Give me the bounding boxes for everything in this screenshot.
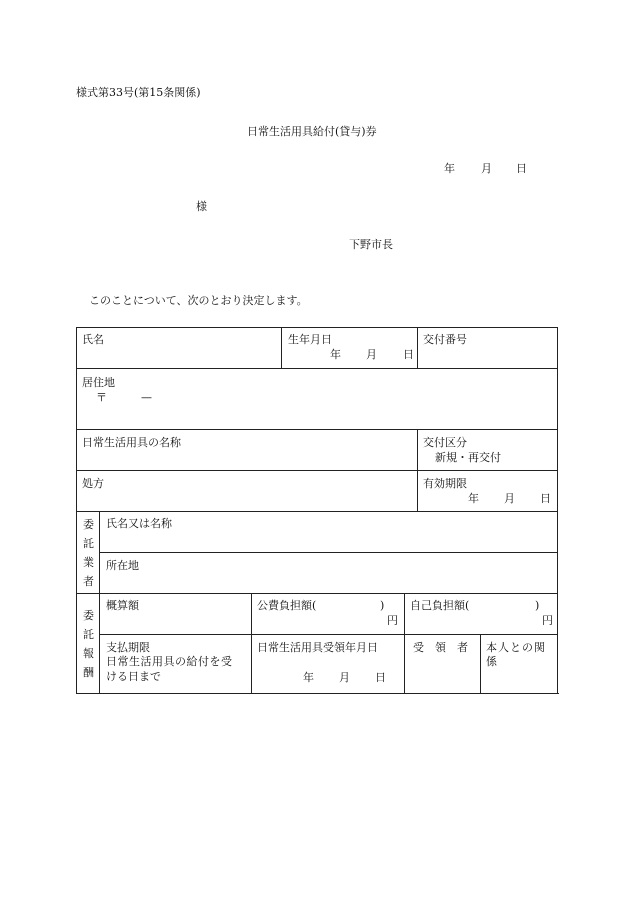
birth-year: 年 — [330, 348, 342, 361]
issue-date-day: 日 — [516, 162, 527, 175]
issue-number-cell[interactable] — [418, 328, 558, 369]
public-burden-label: 公費負担額( — [257, 599, 317, 612]
postal-dash: — — [141, 391, 152, 404]
payment-deadline-label: 支払期限 — [106, 641, 150, 654]
fee-char-1: 委 — [83, 609, 94, 622]
birth-date-label: 生年月日 — [288, 333, 333, 346]
public-burden-unit: 円 — [387, 614, 398, 627]
public-burden-close: ) — [380, 599, 385, 612]
issue-type-label: 交付区分 — [423, 436, 468, 449]
self-burden-label: 自己負担額( — [410, 599, 470, 612]
issue-type-cell[interactable] — [418, 430, 558, 471]
address-label: 居住地 — [82, 376, 115, 389]
relation-cell[interactable] — [481, 635, 558, 694]
issue-type-value: 新規・再交付 — [435, 451, 502, 464]
document-title: 日常生活用具給付(貸与)券 — [247, 125, 377, 138]
recipient-suffix: 様 — [196, 200, 207, 213]
address-cell[interactable] — [77, 369, 558, 430]
payment-deadline-text-2: ける日まで — [106, 670, 161, 683]
receiver-label: 受 領 者 — [413, 641, 469, 654]
contractor-group-label — [77, 512, 100, 594]
contractor-name-label: 氏名又は名称 — [106, 517, 172, 530]
self-burden-unit: 円 — [542, 614, 554, 627]
contractor-address-cell[interactable] — [100, 553, 558, 594]
birth-date-cell[interactable] — [282, 328, 418, 369]
contractor-char-4: 者 — [83, 575, 94, 588]
contractor-char-3: 業 — [83, 556, 94, 569]
receipt-date-label: 日常生活用具受領年月日 — [257, 641, 378, 654]
validity-year: 年 — [468, 492, 480, 505]
birth-month: 月 — [366, 348, 378, 361]
receiver-cell[interactable] — [405, 635, 481, 694]
issue-number-label: 交付番号 — [423, 333, 468, 346]
fee-char-4: 酬 — [83, 666, 94, 679]
birth-day: 日 — [403, 348, 415, 361]
prescription-cell[interactable] — [77, 471, 418, 512]
issuer: 下野市長 — [349, 238, 393, 251]
self-burden-close: ) — [535, 599, 540, 612]
estimate-cell[interactable] — [100, 594, 252, 635]
validity-label: 有効期限 — [423, 477, 468, 490]
payment-deadline-cell[interactable] — [100, 635, 252, 694]
name-cell[interactable] — [77, 328, 282, 369]
relation-label-2: 係 — [486, 655, 498, 668]
equipment-name-cell[interactable] — [77, 430, 418, 471]
issue-date-month: 月 — [481, 162, 492, 175]
contractor-address-label: 所在地 — [106, 559, 139, 572]
prescription-label: 処方 — [82, 477, 104, 490]
validity-cell[interactable] — [418, 471, 558, 512]
fee-char-2: 託 — [83, 628, 94, 641]
postal-mark: 〒 — [96, 391, 107, 404]
intro-text: このことについて、次のとおり決定します。 — [89, 294, 308, 307]
issue-date-year: 年 — [444, 162, 455, 175]
receipt-year: 年 — [303, 671, 314, 684]
form-number: 様式第33号(第15条関係) — [76, 86, 201, 99]
contractor-name-cell[interactable] — [100, 512, 558, 553]
equipment-name-label: 日常生活用具の名称 — [82, 436, 181, 449]
voucher-table — [76, 327, 558, 694]
self-burden-cell[interactable] — [405, 594, 558, 635]
receipt-month: 月 — [339, 671, 350, 684]
fee-char-3: 報 — [83, 647, 94, 660]
payment-deadline-text-1: 日常生活用具の給付を受 — [106, 655, 233, 668]
contractor-char-1: 委 — [83, 518, 94, 531]
validity-day: 日 — [540, 492, 552, 505]
name-label: 氏名 — [82, 333, 104, 346]
fee-group-label — [77, 594, 100, 694]
contractor-char-2: 託 — [83, 537, 94, 550]
relation-label-1: 本人との関 — [486, 641, 547, 654]
receipt-date-cell[interactable] — [252, 635, 405, 694]
estimate-label: 概算額 — [106, 599, 139, 612]
public-burden-cell[interactable] — [252, 594, 405, 635]
receipt-day: 日 — [375, 671, 386, 684]
validity-month: 月 — [504, 492, 516, 505]
